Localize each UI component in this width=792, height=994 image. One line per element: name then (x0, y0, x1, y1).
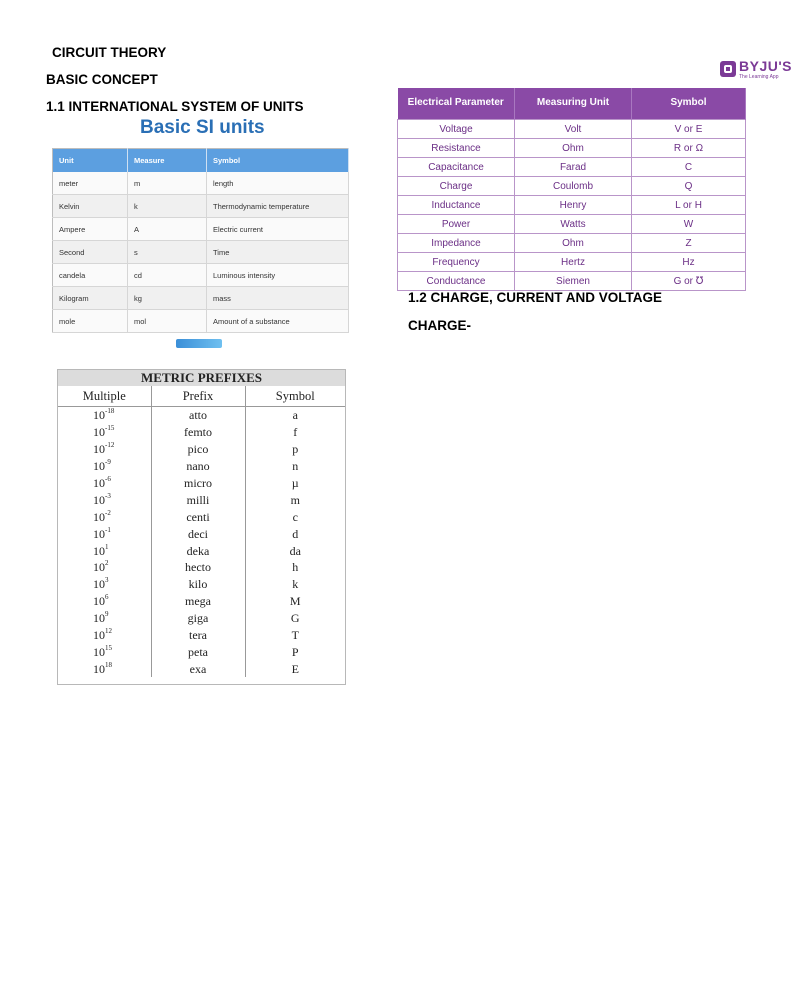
electrical-cell: Hz (632, 253, 746, 272)
multiple-cell (58, 610, 151, 627)
table-row (58, 559, 345, 576)
table-row (53, 172, 349, 195)
multiple-cell (58, 559, 151, 576)
multiple-base: 10 (93, 611, 105, 626)
multiple-base: 10 (93, 577, 105, 592)
table-row (53, 241, 349, 264)
table-row (58, 475, 345, 492)
electrical-cell: Z (632, 234, 746, 253)
multiple-cell (58, 458, 151, 475)
si-cell: mol (128, 310, 207, 333)
symbol-cell: E (291, 661, 299, 676)
symbol-cell: T (291, 628, 299, 643)
table-row (398, 215, 746, 234)
si-cell: Electric current (207, 218, 349, 241)
electrical-cell: Power (398, 215, 515, 234)
electrical-cell: Henry (515, 196, 632, 215)
symbol-cell: c (292, 509, 298, 524)
table-row (58, 643, 345, 660)
prefix-cell: centi (151, 508, 245, 525)
document-title: CIRCUIT THEORY (52, 45, 167, 60)
heading-si-units: 1.1 INTERNATIONAL SYSTEM OF UNITS (46, 99, 304, 114)
logo-brand: BYJU'S (739, 57, 792, 74)
multiple-cell (58, 508, 151, 525)
electrical-header-cell: Measuring Unit (515, 88, 632, 120)
electrical-cell: Frequency (398, 253, 515, 272)
si-cell: length (207, 172, 349, 195)
multiple-exponent: -6 (105, 475, 111, 483)
table-row (53, 264, 349, 287)
symbol-cell: µ (291, 476, 299, 490)
symbol-cell: G (290, 611, 300, 626)
prefix-cell: micro (151, 475, 245, 492)
electrical-cell: Farad (515, 158, 632, 177)
table-row (58, 627, 345, 644)
electrical-cell: Inductance (398, 196, 515, 215)
electrical-cell: Volt (515, 120, 632, 139)
electrical-cell: W (632, 215, 746, 234)
symbol-cell: f (293, 425, 298, 440)
prefix-cell: mega (151, 593, 245, 610)
electrical-header-cell: Symbol (632, 88, 746, 120)
si-cell: m (128, 172, 207, 195)
table-row (58, 610, 345, 627)
multiple-exponent: -15 (105, 424, 115, 433)
source-watermark-icon (176, 339, 222, 348)
multiple-base: 10 (93, 442, 105, 457)
multiple-exponent: 9 (105, 610, 109, 619)
logo-tagline: The Learning App (739, 73, 779, 80)
heading-charge-current-voltage: 1.2 CHARGE, CURRENT AND VOLTAGE (408, 290, 663, 305)
symbol-cell: h (292, 560, 299, 575)
multiple-base: 10 (93, 408, 105, 423)
metric-header-cell: Multiple (58, 386, 151, 407)
symbol-cell: P (291, 644, 299, 659)
multiple-base: 10 (93, 526, 105, 541)
si-cell: Second (53, 241, 128, 264)
multiple-cell (58, 525, 151, 542)
multiple-cell (58, 593, 151, 610)
prefix-cell: exa (151, 660, 245, 677)
electrical-cell: C (632, 158, 746, 177)
metric-prefixes-title: METRIC PREFIXES (58, 370, 345, 386)
si-cell: Time (207, 241, 349, 264)
multiple-cell (58, 441, 151, 458)
table-row (398, 253, 746, 272)
multiple-exponent: 18 (105, 660, 112, 669)
table-row (53, 287, 349, 310)
si-cell: mole (53, 310, 128, 333)
multiple-base: 10 (93, 560, 105, 575)
multiple-exponent: 1 (105, 542, 109, 551)
prefix-cell: deka (151, 542, 245, 559)
symbol-cell: p (292, 442, 299, 457)
table-row (398, 120, 746, 139)
table-row (58, 458, 345, 475)
si-units-title: Basic SI units (140, 117, 265, 138)
multiple-exponent: -2 (105, 508, 111, 517)
symbol-cell: m (290, 492, 300, 507)
si-header-cell: Measure (128, 149, 207, 173)
heading-basic-concept: BASIC CONCEPT (46, 72, 158, 87)
electrical-parameters-table (397, 88, 746, 291)
electrical-cell: V or E (632, 120, 746, 139)
table-row (398, 234, 746, 253)
electrical-cell: Watts (515, 215, 632, 234)
multiple-cell (58, 576, 151, 593)
symbol-cell: a (292, 408, 298, 423)
si-cell: k (128, 195, 207, 218)
electrical-cell: Ohm (515, 234, 632, 253)
metric-header-cell: Prefix (151, 386, 245, 407)
multiple-exponent: -12 (105, 441, 115, 450)
multiple-cell (58, 475, 151, 492)
electrical-cell: Ohm (515, 139, 632, 158)
symbol-cell: da (289, 543, 301, 558)
electrical-cell: Q (632, 177, 746, 196)
multiple-exponent: 15 (105, 643, 112, 652)
si-cell: Kelvin (53, 195, 128, 218)
table-row (58, 576, 345, 593)
si-cell: mass (207, 287, 349, 310)
metric-prefixes-table (58, 386, 345, 677)
si-cell: Thermodynamic temperature (207, 195, 349, 218)
prefix-cell: giga (151, 610, 245, 627)
si-cell: candela (53, 264, 128, 287)
prefix-cell: femto (151, 424, 245, 441)
prefix-cell: nano (151, 458, 245, 475)
multiple-cell (58, 627, 151, 644)
table-row (58, 407, 345, 424)
heading-charge: CHARGE- (408, 318, 471, 333)
multiple-base: 10 (93, 628, 105, 643)
symbol-cell: M (289, 594, 301, 609)
multiple-cell (58, 491, 151, 508)
multiple-base: 10 (93, 543, 105, 558)
multiple-cell (58, 660, 151, 677)
electrical-cell: Coulomb (515, 177, 632, 196)
multiple-exponent: -18 (105, 407, 115, 416)
symbol-cell: k (292, 577, 299, 592)
si-cell: Luminous intensity (207, 264, 349, 287)
si-cell: Ampere (53, 218, 128, 241)
electrical-cell: Charge (398, 177, 515, 196)
table-row (58, 508, 345, 525)
table-row (398, 272, 746, 291)
byjus-logo (720, 58, 792, 80)
si-header-cell: Unit (53, 149, 128, 173)
multiple-base: 10 (93, 594, 105, 609)
multiple-base: 10 (93, 425, 105, 440)
metric-header-row (58, 386, 345, 407)
table-row (58, 593, 345, 610)
prefix-cell: deci (151, 525, 245, 542)
electrical-cell: L or H (632, 196, 746, 215)
si-cell: A (128, 218, 207, 241)
metric-header-cell: Symbol (245, 386, 345, 407)
multiple-base: 10 (93, 476, 105, 490)
prefix-cell: kilo (151, 576, 245, 593)
metric-prefixes-figure (57, 369, 346, 685)
table-row (398, 196, 746, 215)
multiple-cell (58, 542, 151, 559)
si-cell: Amount of a substance (207, 310, 349, 333)
multiple-cell (58, 407, 151, 424)
si-units-table (52, 148, 349, 333)
electrical-cell: Siemen (515, 272, 632, 291)
si-cell: Kilogram (53, 287, 128, 310)
table-row (58, 491, 345, 508)
table-row (53, 218, 349, 241)
prefix-cell: hecto (151, 559, 245, 576)
si-cell: kg (128, 287, 207, 310)
electrical-cell: Capacitance (398, 158, 515, 177)
electrical-cell: Resistance (398, 139, 515, 158)
prefix-cell: peta (151, 643, 245, 660)
table-row (58, 424, 345, 441)
si-header-cell: Symbol (207, 149, 349, 173)
table-row (398, 177, 746, 196)
electrical-cell: Impedance (398, 234, 515, 253)
table-row (398, 158, 746, 177)
table-row (58, 660, 345, 677)
electrical-cell: Conductance (398, 272, 515, 291)
electrical-header-row (398, 88, 746, 120)
multiple-exponent: -3 (105, 491, 111, 500)
si-cell: meter (53, 172, 128, 195)
multiple-exponent: -1 (105, 525, 111, 534)
multiple-exponent: 12 (105, 627, 112, 636)
multiple-exponent: 2 (105, 559, 109, 568)
table-row (53, 195, 349, 218)
multiple-base: 10 (93, 509, 105, 524)
table-row (58, 441, 345, 458)
multiple-base: 10 (93, 492, 105, 507)
symbol-cell: d (292, 526, 299, 541)
si-cell: cd (128, 264, 207, 287)
electrical-header-cell: Electrical Parameter (398, 88, 515, 120)
prefix-cell: pico (151, 441, 245, 458)
prefix-cell: tera (151, 627, 245, 644)
table-row (58, 542, 345, 559)
electrical-cell: R or Ω (632, 139, 746, 158)
table-row (398, 139, 746, 158)
table-row (58, 525, 345, 542)
prefix-cell: milli (151, 491, 245, 508)
multiple-base: 10 (93, 459, 105, 474)
electrical-cell: Voltage (398, 120, 515, 139)
byjus-logo-icon (720, 61, 736, 77)
electrical-cell: Hertz (515, 253, 632, 272)
multiple-base: 10 (93, 644, 105, 659)
multiple-cell (58, 643, 151, 660)
multiple-exponent: 3 (105, 576, 109, 585)
symbol-cell: n (292, 459, 299, 474)
table-row (53, 310, 349, 333)
prefix-cell: atto (151, 407, 245, 424)
si-units-header-row (53, 149, 349, 173)
multiple-base: 10 (93, 661, 105, 676)
si-cell: s (128, 241, 207, 264)
electrical-cell: G or ℧ (632, 272, 746, 291)
multiple-exponent: 6 (105, 593, 109, 602)
multiple-cell (58, 424, 151, 441)
multiple-exponent: -9 (105, 458, 111, 467)
